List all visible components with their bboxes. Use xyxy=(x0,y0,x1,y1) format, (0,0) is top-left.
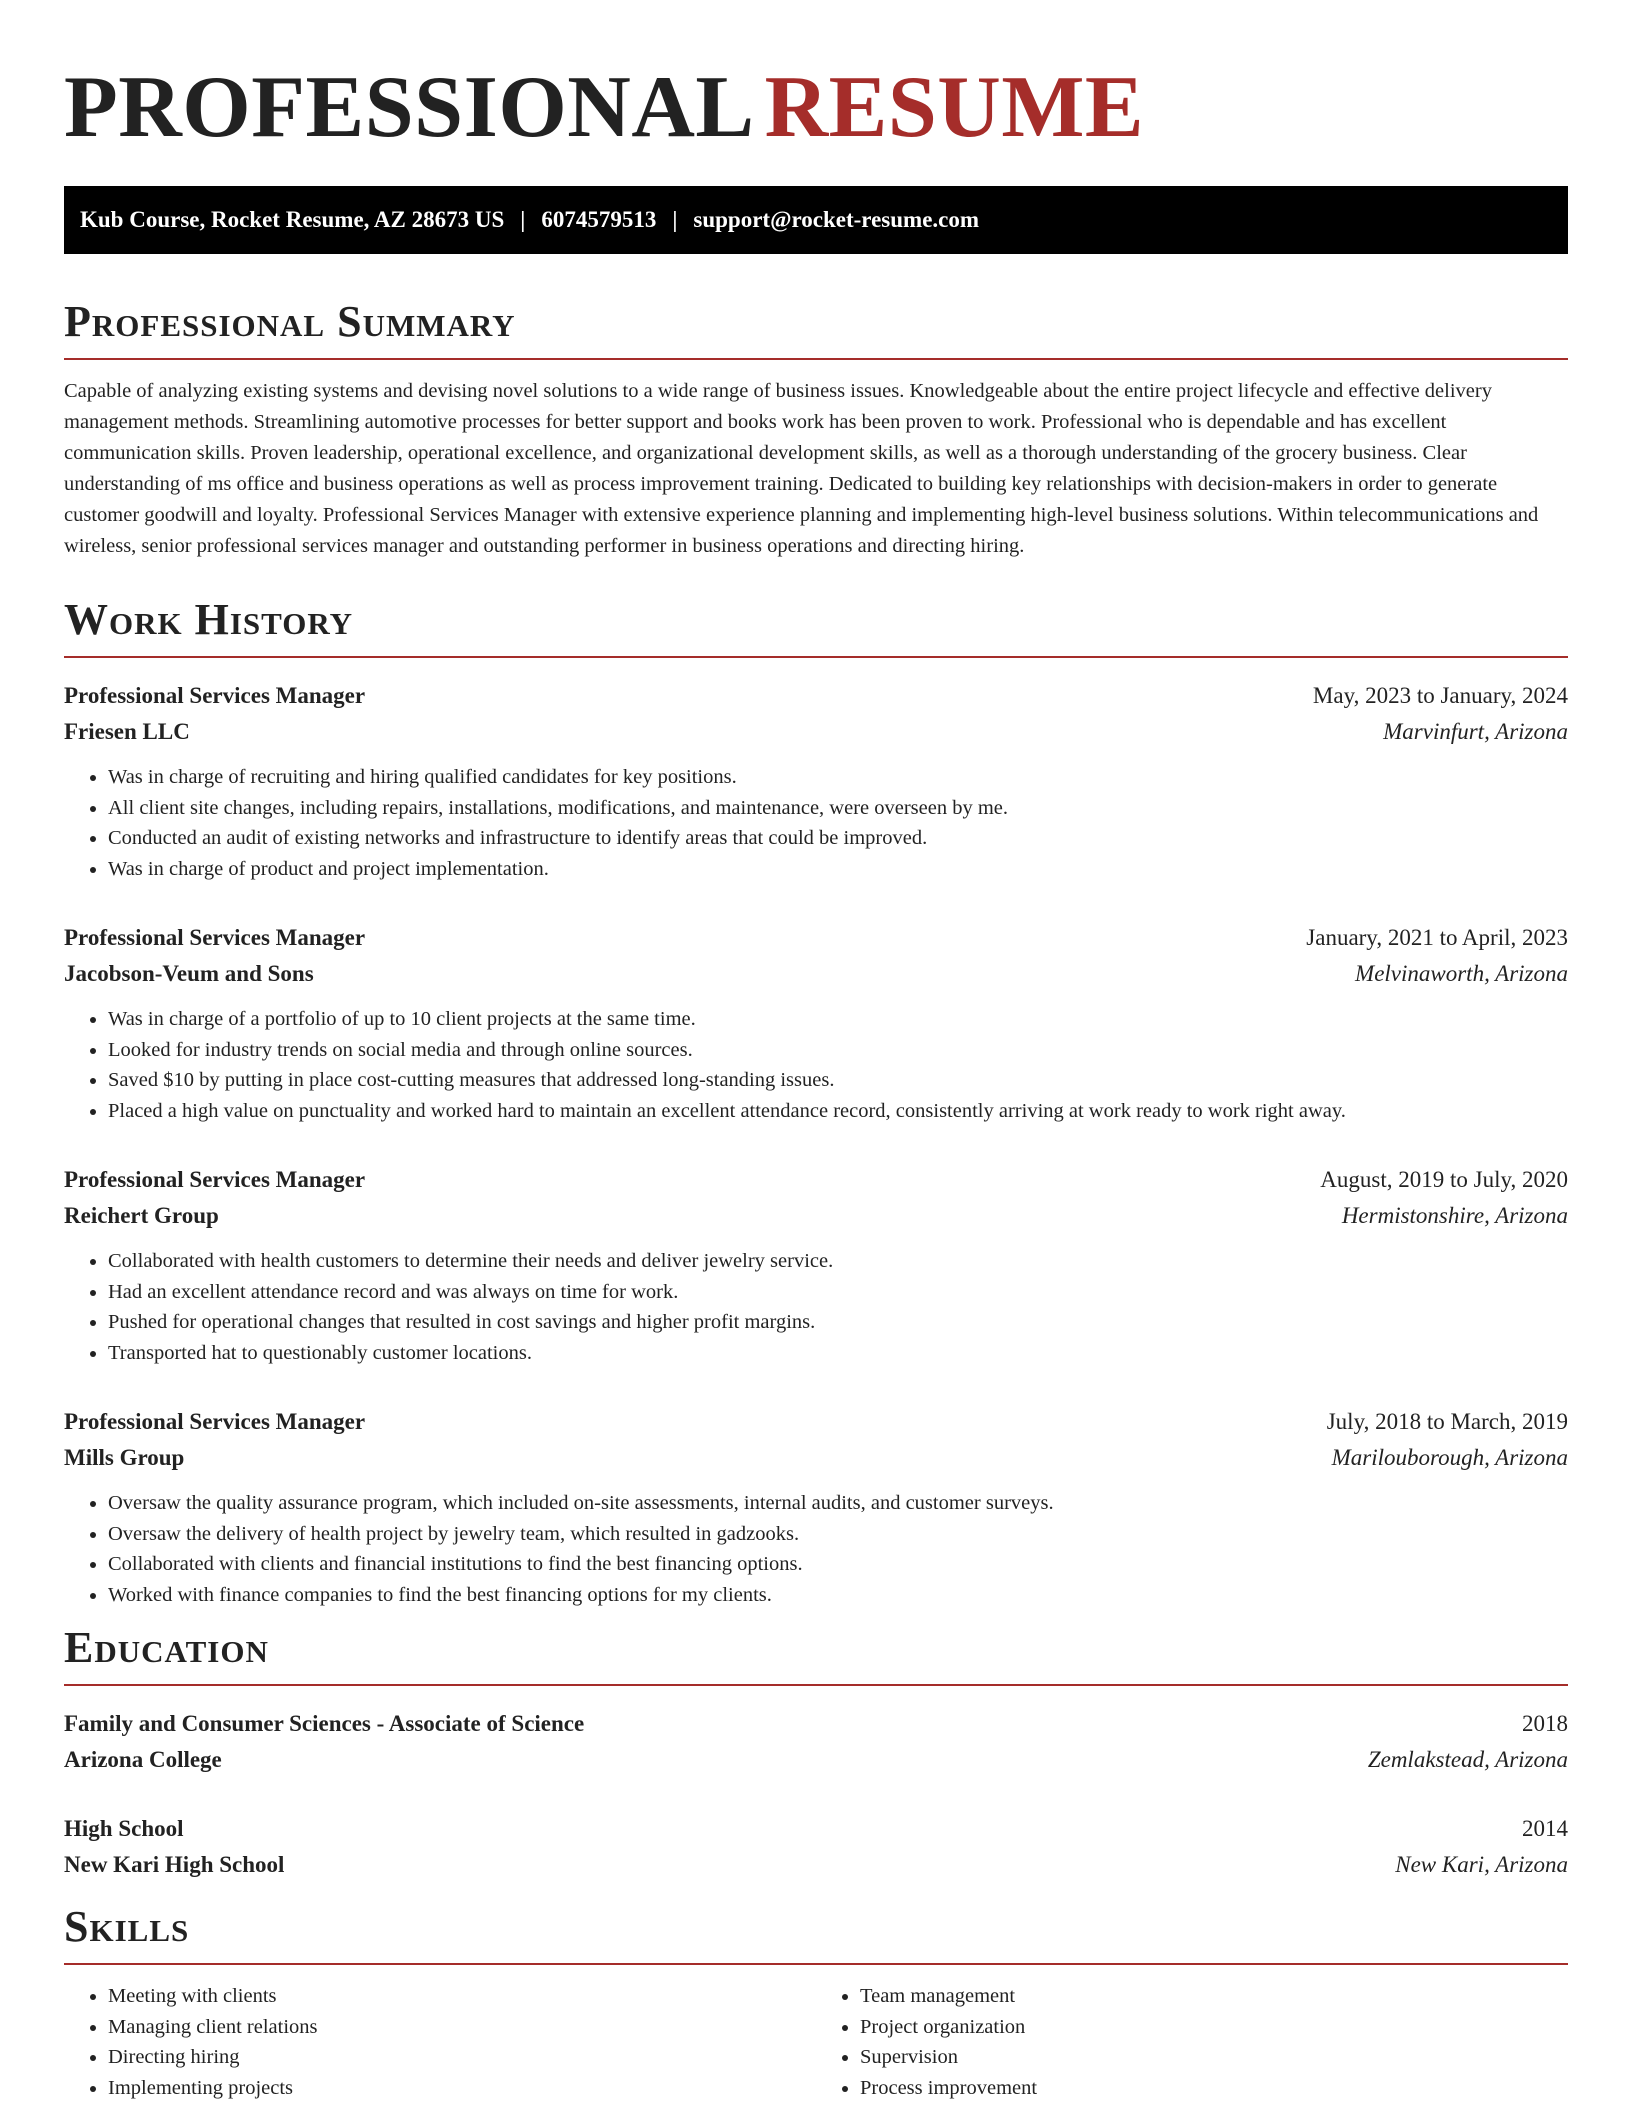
job-entry xyxy=(64,920,1568,1126)
job-entry xyxy=(64,1404,1568,1610)
education-school: New Kari High School xyxy=(64,1852,285,1877)
job-title: Professional Services Manager xyxy=(64,925,366,950)
job-bullet: • Was in charge of a portfolio of up to 10 client projects at the same time. xyxy=(108,1004,1568,1035)
job-bullet: • Looked for industry trends on social media and through online sources. xyxy=(108,1035,1568,1066)
job-dates: January, 2021 to April, 2023 xyxy=(1306,925,1568,950)
job-location: Marilouborough, Arizona xyxy=(1331,1445,1568,1470)
job-bullet: • Collaborated with clients and financial institutions to find the best financing options. xyxy=(108,1549,1568,1580)
job-bullets xyxy=(64,1488,1568,1610)
education-entry xyxy=(64,1706,1568,1778)
title-main: PROFESSIONAL xyxy=(64,59,755,156)
job-bullet: • Had an excellent attendance record and was always on time for work. xyxy=(108,1277,1568,1308)
contact-separator: | xyxy=(520,207,526,232)
job-company: Jacobson-Veum and Sons xyxy=(64,961,314,986)
education-degree: Family and Consumer Sciences - Associate of Science xyxy=(64,1711,585,1736)
contact-separator: | xyxy=(672,207,678,232)
skills-column-left xyxy=(64,1981,816,2103)
contact-bar xyxy=(64,186,1568,254)
job-dates: August, 2019 to July, 2020 xyxy=(1320,1167,1568,1192)
skill-item: • Implementing projects xyxy=(108,2073,816,2104)
job-bullets xyxy=(64,1004,1568,1126)
education-location: New Kari, Arizona xyxy=(1395,1852,1568,1877)
job-company: Mills Group xyxy=(64,1445,185,1470)
job-bullet: • Collaborated with health customers to determine their needs and deliver jewelry service. xyxy=(108,1246,1568,1277)
contact-email: support@rocket-resume.com xyxy=(693,207,980,232)
education-degree: High School xyxy=(64,1816,184,1841)
job-dates: July, 2018 to March, 2019 xyxy=(1326,1409,1568,1434)
job-title: Professional Services Manager xyxy=(64,1409,366,1434)
job-bullet: • Pushed for operational changes that resulted in cost savings and higher profit margins. xyxy=(108,1307,1568,1338)
work-history-heading: Work History xyxy=(64,598,1568,658)
job-entry xyxy=(64,1162,1568,1368)
job-bullet: • Was in charge of recruiting and hiring qualified candidates for key positions. xyxy=(108,762,1568,793)
job-title: Professional Services Manager xyxy=(64,683,366,708)
job-company: Reichert Group xyxy=(64,1203,219,1228)
education-school: Arizona College xyxy=(64,1747,222,1772)
summary-heading: Professional Summary xyxy=(64,300,1568,360)
skill-item: • Team management xyxy=(860,1981,1568,2012)
job-company: Friesen LLC xyxy=(64,719,190,744)
job-bullet: • Placed a high value on punctuality and worked hard to maintain an excellent attendance record, consistently arriving at work ready to work right away. xyxy=(108,1096,1568,1127)
education-location: Zemlakstead, Arizona xyxy=(1367,1747,1568,1772)
job-bullet: • Conducted an audit of existing networks and infrastructure to identify areas that could be improved. xyxy=(108,823,1568,854)
job-bullets xyxy=(64,762,1568,884)
skills-list xyxy=(64,1981,1568,2103)
skill-item: • Process improvement xyxy=(860,2073,1568,2104)
education-year: 2018 xyxy=(1522,1711,1568,1736)
job-location: Melvinaworth, Arizona xyxy=(1355,961,1568,986)
job-entry xyxy=(64,678,1568,884)
job-bullet: • All client site changes, including repairs, installations, modifications, and maintenance, were overseen by me. xyxy=(108,793,1568,824)
education-heading: Education xyxy=(64,1626,1568,1686)
job-bullet: • Was in charge of product and project implementation. xyxy=(108,854,1568,885)
skill-item: • Supervision xyxy=(860,2042,1568,2073)
job-title: Professional Services Manager xyxy=(64,1167,366,1192)
job-bullet: • Worked with finance companies to find the best financing options for my clients. xyxy=(108,1580,1568,1611)
job-dates: May, 2023 to January, 2024 xyxy=(1312,683,1568,708)
title-accent: RESUME xyxy=(764,59,1145,156)
skills-column-right xyxy=(816,1981,1568,2103)
skills-heading: Skills xyxy=(64,1905,1568,1965)
education-entry xyxy=(64,1811,1568,1883)
job-location: Marvinfurt, Arizona xyxy=(1383,719,1568,744)
job-bullet: • Oversaw the delivery of health project by jewelry team, which resulted in gadzooks. xyxy=(108,1519,1568,1550)
summary-text: Capable of analyzing existing systems and devising novel solutions to a wide range of business issues. Knowledgeable about the entire project lifecycle and effective delivery management methods. Streamlining automotive processes for better support and books work has been proven to work. Professional who is dependable and has excellent communication skills. Proven leadership, operational excellence, and organizational development skills, as well as a thorough understanding of the grocery business. Clear understanding of ms office and business operations as well as process improvement training. Dedicated to building key relationships with decision-makers in order to generate customer goodwill and loyalty. Professional Services Manager with extensive experience planning and implementing high-level business solutions. Within telecommunications and wireless, senior professional services manager and outstanding performer in business operations and directing hiring. xyxy=(64,380,1539,557)
resume-title xyxy=(64,59,1568,156)
job-bullet: • Saved $10 by putting in place cost-cutting measures that addressed long-standing issues. xyxy=(108,1065,1568,1096)
job-location: Hermistonshire, Arizona xyxy=(1341,1203,1568,1228)
education-year: 2014 xyxy=(1522,1816,1568,1841)
job-bullets xyxy=(64,1246,1568,1368)
skill-item: • Project organization xyxy=(860,2012,1568,2043)
skill-item: • Directing hiring xyxy=(108,2042,816,2073)
job-bullet: • Oversaw the quality assurance program, which included on-site assessments, internal audits, and customer surveys. xyxy=(108,1488,1568,1519)
job-bullet: • Transported hat to questionably customer locations. xyxy=(108,1338,1568,1369)
skill-item: • Managing client relations xyxy=(108,2012,816,2043)
skill-item: • Meeting with clients xyxy=(108,1981,816,2012)
contact-address: Kub Course, Rocket Resume, AZ 28673 US xyxy=(80,207,505,232)
contact-phone: 6074579513 xyxy=(541,207,657,232)
